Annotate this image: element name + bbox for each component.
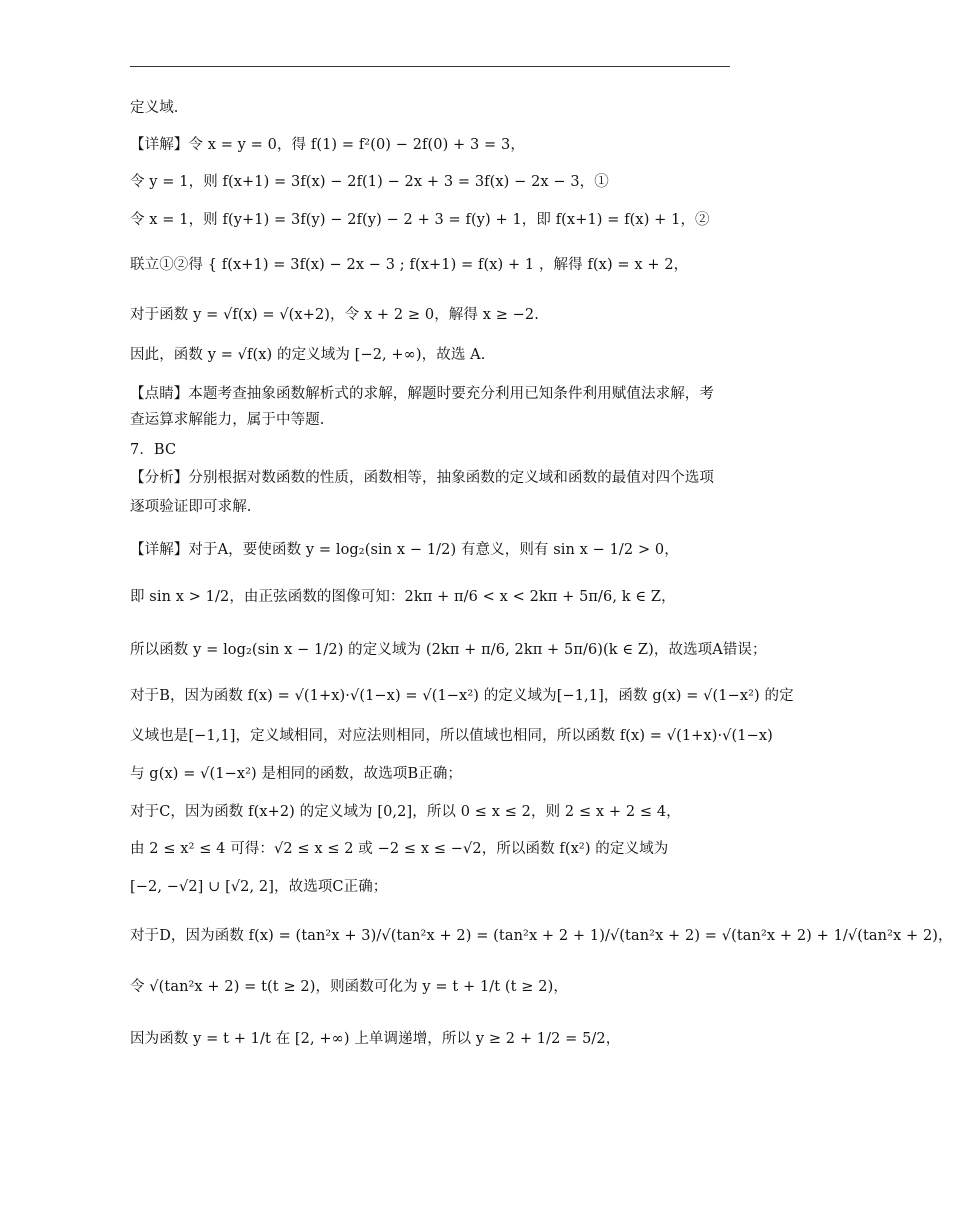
text-line-19: [130, 801, 732, 823]
line-13-text: 【详解】对于A，要使函数 y = log₂(sin x − 1/2) 有意义，则有 sin x − 1/2 > 0，: [130, 542, 679, 558]
text-line-9: [130, 409, 732, 431]
line-9-text: 查运算求解能力，属于中等题.: [130, 412, 325, 428]
line-6-text: 对于函数 y = √f(x) = √(x+2)，令 x + 2 ≥ 0，解得 x ≥ −2.: [130, 307, 539, 323]
text-line-23: [130, 976, 732, 998]
text-line-4: [130, 209, 732, 231]
line-14-text: 即 sin x > 1/2，由正弦函数的图像可知：2kπ + π/6 < x < 2kπ + 5π/6, k ∈ Z，: [130, 589, 676, 605]
line-8-text: 【点睛】本题考查抽象函数解析式的求解，解题时要充分利用已知条件利用赋值法求解，考: [130, 386, 714, 402]
line-23-text: 令 √(tan²x + 2) = t(t ≥ 2)，则函数可化为 y = t + 1/t (t ≥ 2)，: [130, 979, 568, 995]
line-20-text: 由 2 ≤ x² ≤ 4 可得：√2 ≤ x ≤ 2 或 −2 ≤ x ≤ −√2，所以函数 f(x²) 的定义域为: [130, 841, 669, 857]
line-15-text: 所以函数 y = log₂(sin x − 1/2) 的定义域为 (2kπ + π/6, 2kπ + 5π/6)(k ∈ Z)，故选项A错误；: [130, 642, 767, 658]
line-5-text: 联立①②得 { f(x+1) = 3f(x) − 2x − 3 ; f(x+1) = f(x) + 1 ，解得 f(x) = x + 2，: [130, 257, 689, 273]
line-4-text: 令 x = 1，则 f(y+1) = 3f(y) − 2f(y) − 2 + 3 = f(y) + 1，即 f(x+1) = f(x) + 1，②: [130, 212, 710, 228]
line-22-text: 对于D，因为函数 f(x) = (tan²x + 3)/√(tan²x + 2) = (tan²x + 2 + 1)/√(tan²x + 2) = √(tan²x + 2) + 1/√(tan²x + 2)，: [130, 928, 953, 944]
text-line-14: [130, 586, 732, 608]
line-21-text: [−2, −√2] ∪ [√2, 2]，故选项C正确；: [130, 879, 388, 895]
header-rule: [130, 66, 730, 67]
line-19-text: 对于C，因为函数 f(x+2) 的定义域为 [0,2]，所以 0 ≤ x ≤ 2，则 2 ≤ x + 2 ≤ 4，: [130, 804, 681, 820]
text-line-8: [130, 383, 732, 405]
text-line-16: [130, 685, 794, 707]
text-line-22: [130, 925, 953, 947]
question-number-text: 7．BC: [130, 442, 177, 458]
line-17-text: 义域也是[−1,1]，定义域相同，对应法则相同，所以值域也相同，所以函数 f(x) = √(1+x)·√(1−x): [130, 728, 773, 744]
text-line-7: [130, 344, 732, 366]
text-line-13: [130, 539, 732, 561]
text-line-5-system: [130, 254, 732, 276]
text-line-24: [130, 1028, 732, 1050]
text-line-11: [130, 467, 732, 489]
text-line-2: [130, 134, 732, 156]
line-16-text: 对于B，因为函数 f(x) = √(1+x)·√(1−x) = √(1−x²) 的定义域为[−1,1]，函数 g(x) = √(1−x²) 的定: [130, 688, 794, 704]
text-line-18: [130, 763, 732, 785]
text-line-12: [130, 496, 732, 518]
line-3-text: 令 y = 1，则 f(x+1) = 3f(x) − 2f(1) − 2x + 3 = 3f(x) − 2x − 3，①: [130, 174, 609, 190]
line-1-text: 定义域.: [130, 100, 179, 116]
line-7-text: 因此，函数 y = √f(x) 的定义域为 [−2, +∞)，故选 A.: [130, 347, 486, 363]
text-line-17: [130, 725, 773, 747]
text-line-20: [130, 838, 732, 860]
text-line-6: [130, 304, 732, 326]
line-18-text: 与 g(x) = √(1−x²) 是相同的函数，故选项B正确；: [130, 766, 463, 782]
line-11-text: 【分析】分别根据对数函数的性质，函数相等，抽象函数的定义域和函数的最值对四个选项: [130, 470, 714, 486]
text-line-15: [130, 639, 767, 661]
line-24-text: 因为函数 y = t + 1/t 在 [2, +∞) 上单调递增，所以 y ≥ 2 + 1/2 = 5/2，: [130, 1031, 621, 1047]
line-12-text: 逐项验证即可求解.: [130, 499, 252, 515]
question-number: [130, 439, 732, 461]
text-line-21: [130, 876, 732, 898]
line-2-text: 【详解】令 x = y = 0，得 f(1) = f²(0) − 2f(0) + 3 = 3，: [130, 137, 525, 153]
text-line-3: [130, 171, 732, 193]
text-line-1: [130, 97, 732, 119]
